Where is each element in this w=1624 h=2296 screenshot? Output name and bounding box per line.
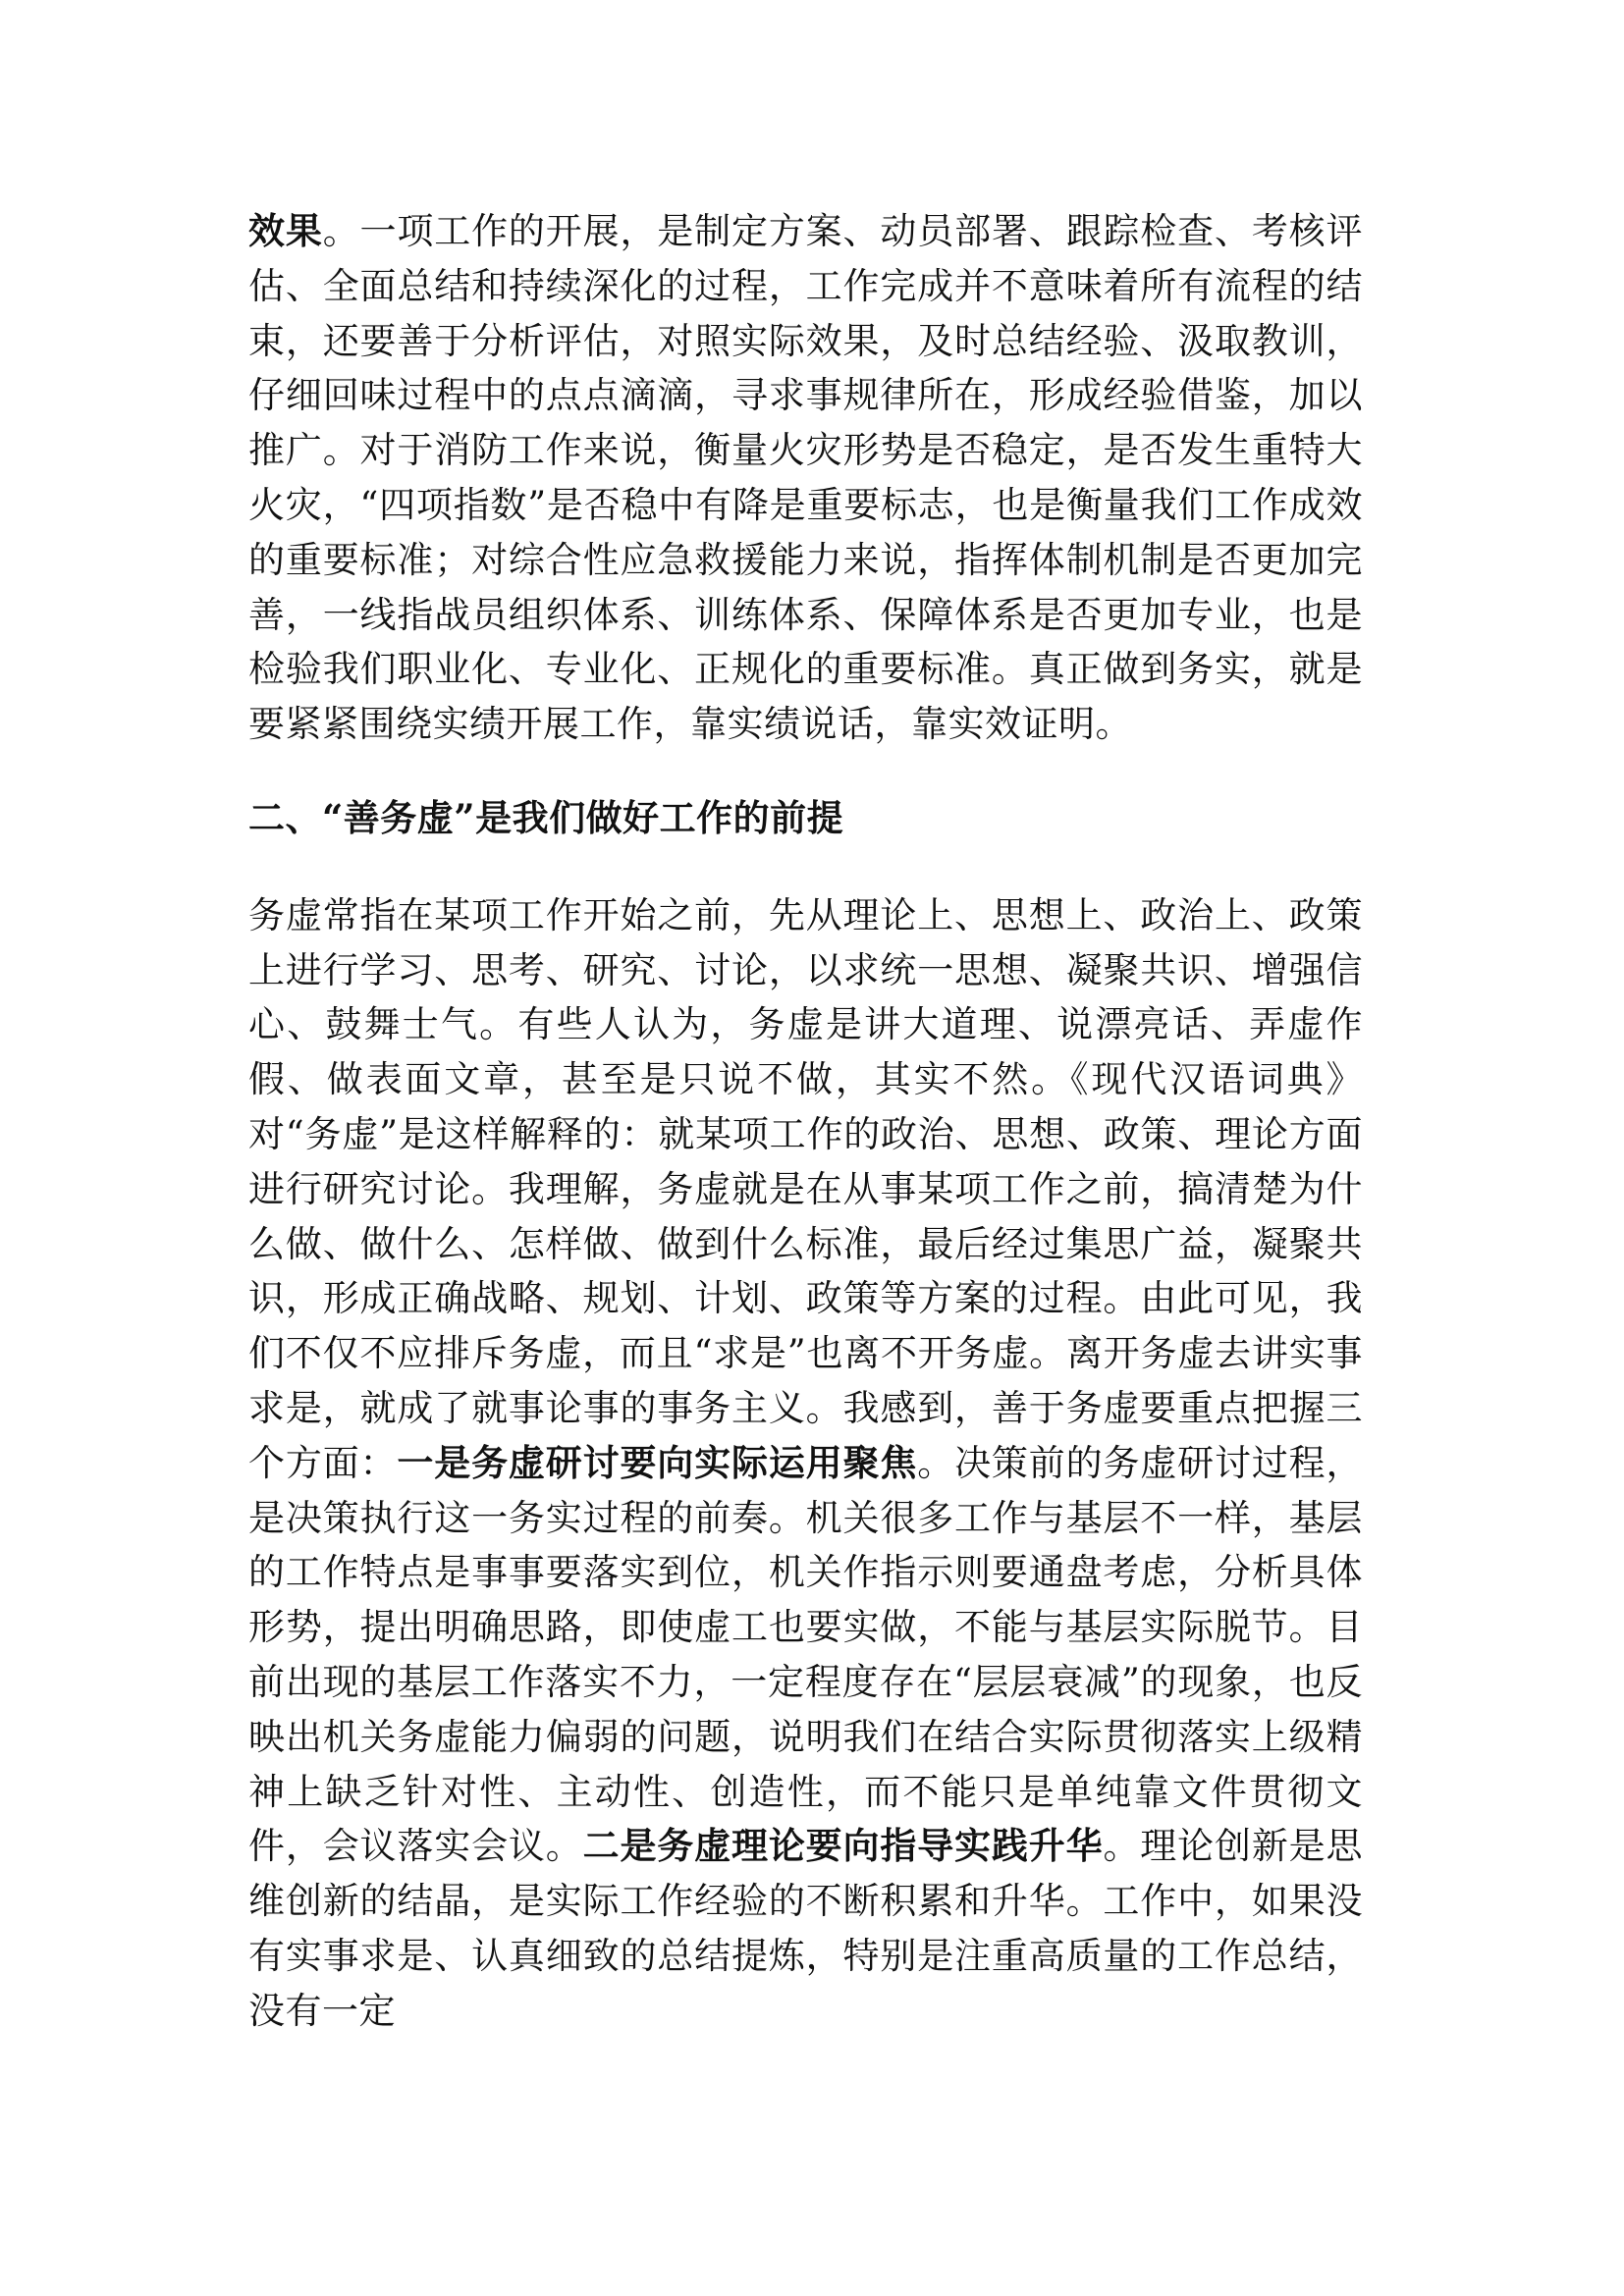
paragraph-lead-bold: 效果: [248, 209, 323, 252]
section-heading: 二、“善务虚”是我们做好工作的前提: [248, 795, 844, 839]
paragraph-effect-evaluation: [248, 204, 1363, 752]
paragraph-theory-discussion: [248, 888, 1363, 2039]
paragraph-text-part-1: 务虚常指在某项工作开始之前，先从理论上、思想上、政治上、政策上进行学习、思考、研究、讨论，以求统一思想、凝聚共识、增强信心、鼓舞士气。有些人认为，务虚是讲大道理、说漂亮话、弄虚作假、做表面文章，甚至是只说不做，其实不然。《现代汉语词典》对“务虚”是这样解释的：就某项工作的政治、思想、政策、理论方面进行研究讨论。我理解，务虚就是在从事某项工作之前，搞清楚为什么做、做什么、怎样做、做到什么标准，最后经过集思广益，凝聚共识，形成正确战略、规划、计划、政策等方案的过程。由此可见，我们不仅不应排斥务虚，而且“求是”也离不开务虚。离开务虚去讲实事求是，就成了就事论事的事务主义。我感到，善于务虚要重点把握三个方面：: [248, 893, 1363, 1484]
paragraph-text-part-3: 。理论创新是思维创新的结晶，是实际工作经验的不断积累和升华。工作中，如果没有实事求是、认真细致的总结提炼，特别是注重高质量的工作总结，没有一定: [248, 1825, 1364, 2032]
bold-point-two: 二是务虚理论要向指导实践升华: [582, 1824, 1104, 1868]
document-body: [248, 204, 1363, 2039]
paragraph-text: 。一项工作的开展，是制定方案、动员部署、跟踪检查、考核评估、全面总结和持续深化的过程，工作完成并不意味着所有流程的结束，还要善于分析评估，对照实际效果，及时总结经验、汲取教训，仔细回味过程中的点点滴滴，寻求事规律所在，形成经验借鉴，加以推广。对于消防工作来说，衡量火灾形势是否稳定，是否发生重特大火灾，“四项指数”是否稳中有降是重要标志，也是衡量我们工作成效的重要标准；对综合性应急救援能力来说，指挥体制机制是否更加完善，一线指战员组织体系、训练体系、保障体系是否更加专业，也是检验我们职业化、专业化、正规化的重要标准。真正做到务实，就是要紧紧围绕实绩开展工作，靠实绩说话，靠实效证明。: [248, 210, 1364, 746]
paragraph-text-part-2: 。决策前的务虚研讨过程，是决策执行这一务实过程的前奏。机关很多工作与基层不一样，基层的工作特点是事事要落实到位，机关作指示则要通盘考虑，分析具体形势，提出明确思路，即使虚工也要实做，不能与基层实际脱节。目前出现的基层工作落实不力，一定程度存在“层层衰减”的现象，也反映出机关务虚能力偏弱的问题，说明我们在结合实际贯彻落实上级精神上缺乏针对性、主动性、创造性，而不能只是单纯靠文件贯彻文件，会议落实会议。: [248, 1441, 1364, 1868]
bold-point-one: 一是务虚研讨要向实际运用聚焦: [397, 1440, 918, 1484]
